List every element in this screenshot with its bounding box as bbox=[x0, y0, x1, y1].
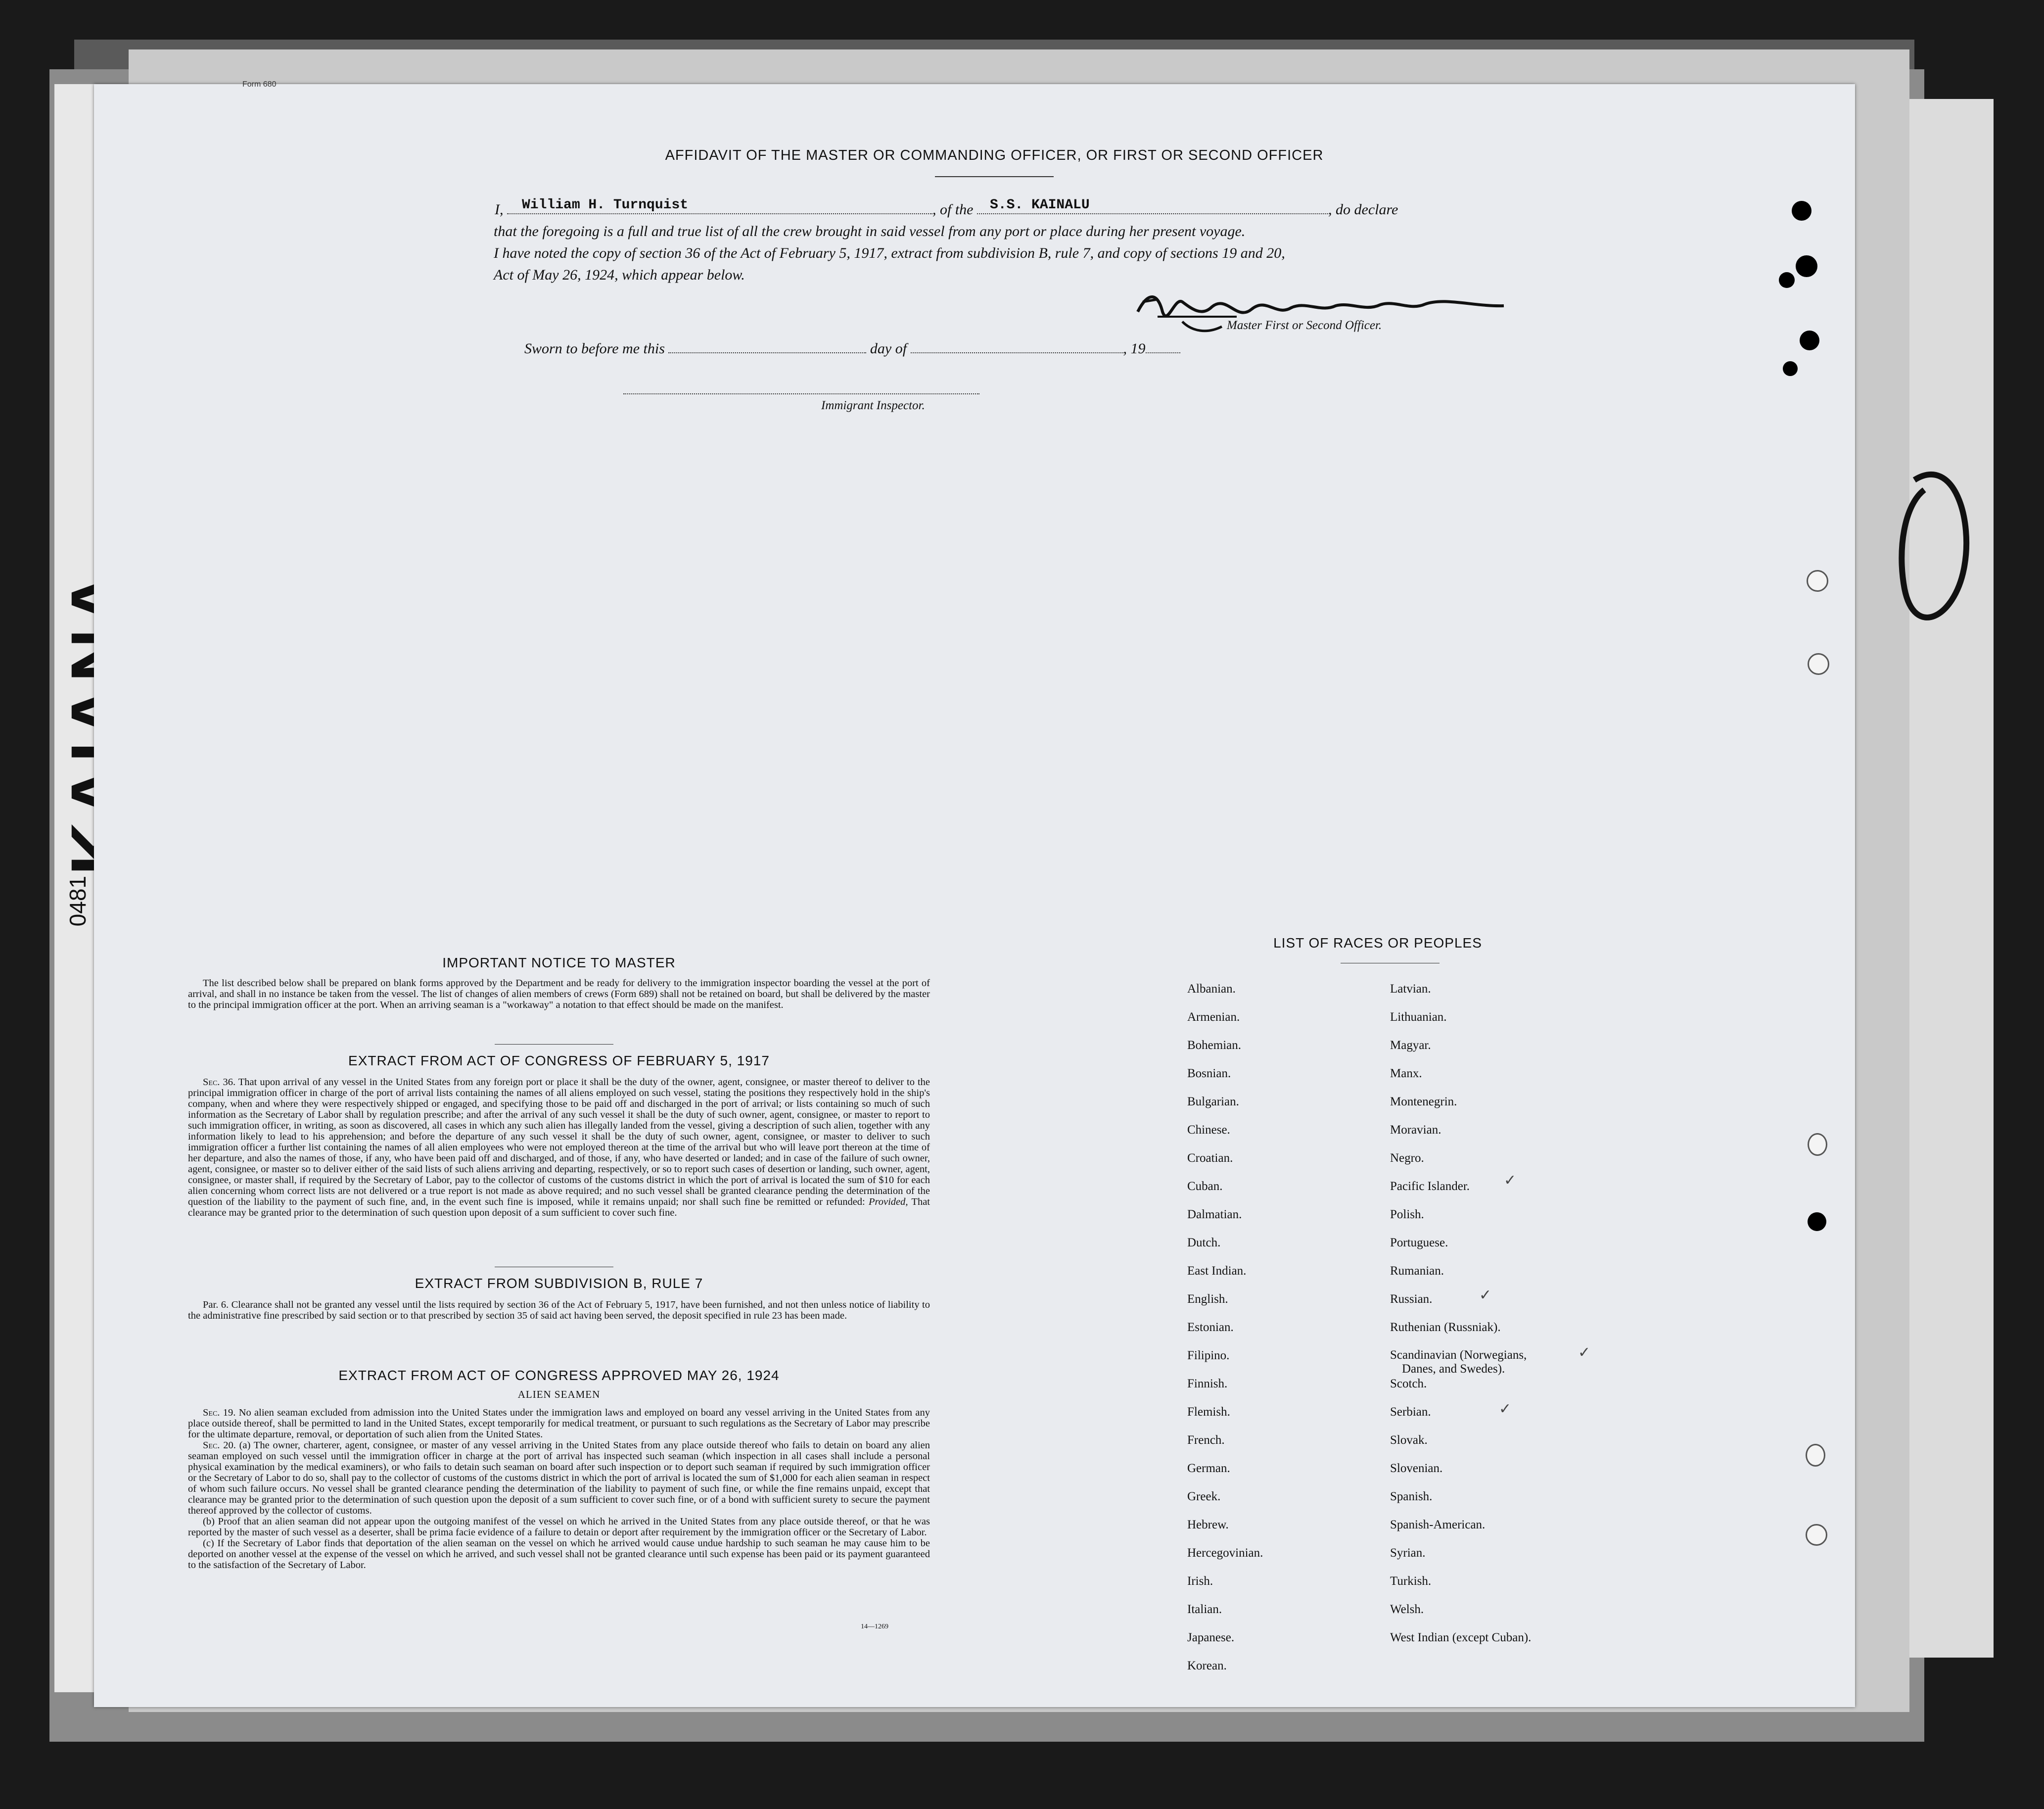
sec20a-text: (a) The owner, charterer, agent, consignee, or master of any vessel arriving in the United States from any place outside thereof who fails to detain on board any alien seaman employed on such vessel until the immigration officer in charge at the port of arrival has inspected such seaman (which inspection in all cases shall include a personal physical examination by the medical examiners), or who fails to detain such seaman on board after such inspection or to deport such seaman if required by such immigration officer or the Secretary of Labor to do so, shall pay to the collector of customs of the customs district in which the port of arrival is located the sum of $1,000 for each alien seaman in respect of whom such failure occurs. No vessel shall be granted clearance pending the determination of the liability to payment of such fine, or while the fine remains unpaid, except that clearance may be granted prior to the determination of such question upon the deposit of a sum sufficient to cover such fine, or of a bond with sufficient surety to secure the payment thereof approved by the collector of customs. bbox=[188, 1440, 930, 1516]
punch-hole bbox=[1779, 272, 1795, 288]
punch-hole bbox=[1783, 361, 1798, 376]
race-item: Magyar. bbox=[1390, 1039, 1431, 1052]
punch-hole bbox=[1796, 255, 1817, 277]
race-item: Irish. bbox=[1187, 1574, 1213, 1588]
sworn-year-label: , 19 bbox=[1123, 340, 1146, 357]
race-item: English. bbox=[1187, 1292, 1228, 1306]
manifest-page bbox=[94, 80, 1855, 1707]
race-item: Filipino. bbox=[1187, 1349, 1230, 1362]
affidavit-line-1 bbox=[495, 199, 1583, 221]
race-item: West Indian (except Cuban). bbox=[1390, 1631, 1532, 1644]
sec36-text-end: That clearance may be granted prior to the determination of such question upon deposit of a sum sufficient to cover such fine. bbox=[188, 1196, 930, 1218]
races-right-column bbox=[1390, 975, 1531, 1652]
race-item: Spanish-American. bbox=[1390, 1518, 1486, 1531]
race-item: Bosnian. bbox=[1187, 1067, 1231, 1080]
races-title: LIST OF RACES OR PEOPLES bbox=[1273, 935, 1482, 951]
sworn-day-label: day of bbox=[870, 340, 907, 357]
pencil-tick: ✓ bbox=[1504, 1172, 1517, 1189]
form-number: Form 680 bbox=[242, 80, 277, 89]
affidavit-line-4: Act of May 26, 1924, which appear below. bbox=[494, 267, 745, 283]
race-item: East Indian. bbox=[1187, 1264, 1247, 1278]
sec20-label: Sec. 20. bbox=[203, 1440, 236, 1451]
sec36-text: That upon arrival of any vessel in the United States from any foreign port or place it shall be the duty of the owner, agent, consignee, or master thereof to deliver to the principal immigration officer in charge of the port of arrival lists containing the names of all aliens employed on such vessel, stating the positions they respectively hold in the ship's company, when and where they were respectively shipped or engaged, and specifying those to be paid off and discharged in the port of arrival; or lists containing so much of such information as the Secretary of Labor shall by regulation prescribe; and after the arrival of any such vessel it shall be the duty of such owner, agent, consignee, or master to report to such immigration officer, in writing, as soon as discovered, all cases in which any such alien has illegally landed from the vessel, giving a description of such alien, together with any information likely to lead to his apprehension; and before the departure of any such vessel it shall be the duty of such owner, agent, consignee, or master to deliver to such immigration officer a further list containing the names of all alien employees who were not employed thereon at the time of the arrival but who will leave port thereon at the time of her departure, and also the names of those, if any, who have been paid off and discharged, and of those, if any, who have deserted or landed; and in case of the failure of such owner, agent, consignee, or master so to deliver either of the said lists of such aliens arriving and departing, respectively, or so to report such cases of desertion or landing, such owner, agent, consignee, or master shall, if required by the Secretary of Labor, pay to the collector of customs of the customs district in which the port of arrival is located the sum of $10 for each alien concerning whom correct lists are not delivered or a true report is not made as above required; and no such vessel shall be granted clearance pending the determination of the question of the liability to the payment of such fine, and, in the event such fine is imposed, while it remains unpaid; nor shall such fine be remitted or refunded: bbox=[188, 1077, 930, 1207]
sworn-day-field bbox=[668, 342, 866, 353]
race-item: Rumanian. bbox=[1390, 1264, 1444, 1278]
rule7-text: Par. 6. Clearance shall not be granted any vessel until the lists required by section 36 of the Act of February 5, 1917, have been furnished, and not then unless notice of liability to the administrative fine prescribed by said section or to that prescribed by section 35 of said act having been served, the deposit specified in rule 23 has been made. bbox=[188, 1299, 930, 1321]
race-item: Finnish. bbox=[1187, 1377, 1228, 1390]
pencil-tick: ✓ bbox=[1479, 1287, 1492, 1303]
race-item: Bohemian. bbox=[1187, 1039, 1242, 1052]
vessel-name: S.S. KAINALU bbox=[990, 197, 1090, 213]
extract-rule7-title: EXTRACT FROM SUBDIVISION B, RULE 7 bbox=[415, 1276, 703, 1291]
race-item: Russian. bbox=[1390, 1292, 1433, 1306]
race-item: Hebrew. bbox=[1187, 1518, 1229, 1531]
extract-1924-body bbox=[188, 1407, 930, 1571]
sec19-label: Sec. 19. bbox=[203, 1407, 236, 1418]
race-item: Ruthenian (Russniak). bbox=[1390, 1321, 1501, 1334]
race-item: Slovenian. bbox=[1390, 1462, 1443, 1475]
inspector-signature-line bbox=[623, 393, 979, 394]
race-item: French. bbox=[1187, 1433, 1225, 1447]
notice-rule bbox=[495, 1044, 613, 1045]
race-item: Scotch. bbox=[1390, 1377, 1427, 1390]
signature-caption: Master First or Second Officer. bbox=[1227, 319, 1382, 332]
race-item-line: Danes, and Swedes). bbox=[1402, 1362, 1505, 1376]
punch-hole bbox=[1806, 1444, 1825, 1467]
sworn-month-field bbox=[911, 342, 1123, 353]
affidavit-title: AFFIDAVIT OF THE MASTER OR COMMANDING OFFICER, OR FIRST OR SECOND OFFICER bbox=[665, 147, 1324, 163]
race-item: Estonian. bbox=[1187, 1321, 1234, 1334]
extract-1917-body bbox=[188, 1077, 930, 1218]
punch-hole bbox=[1808, 1133, 1827, 1156]
sec19-text: No alien seaman excluded from admission into the United States under the immigration laws and employed on board any vessel arriving in the United States from any place outside thereof, shall be permitted to land in the United States, except temporarily for medical treatment, or pursuant to such regulations as the Secretary of Labor may prescribe for the ultimate departure, removal, or deportation of such alien from the United States. bbox=[188, 1407, 930, 1440]
sec19-paragraph bbox=[188, 1407, 930, 1440]
pencil-tick: ✓ bbox=[1499, 1401, 1512, 1417]
race-item: German. bbox=[1187, 1462, 1230, 1475]
race-item: Negro. bbox=[1390, 1151, 1424, 1165]
extract-1917-paragraph bbox=[188, 1077, 930, 1218]
affidavit-line-3: I have noted the copy of section 36 of the Act of February 5, 1917, extract from subdivision B, rule 7, and copy of sections 19 and 20, bbox=[494, 245, 1285, 261]
officer-name-field bbox=[507, 197, 932, 214]
extract-rule7-body bbox=[188, 1299, 930, 1321]
sec20b-text: (b) Proof that an alien seaman did not appear upon the outgoing manifest of the vessel on which he arrived in the United States from any place outside thereof, or that he was reported by the master of such vessel as a deserter, shall be prima facie evidence of a failure to detain or deport after requirement by the immigration officer or the Secretary of Labor. bbox=[188, 1516, 930, 1538]
inspector-caption: Immigrant Inspector. bbox=[821, 399, 925, 412]
races-left-column bbox=[1187, 975, 1263, 1680]
sec36-provided: Provided, bbox=[869, 1196, 908, 1207]
race-item: Lithuanian. bbox=[1390, 1010, 1447, 1024]
race-item: Hercegovinian. bbox=[1187, 1546, 1263, 1560]
punch-hole bbox=[1808, 1212, 1826, 1231]
race-item: Montenegrin. bbox=[1390, 1095, 1457, 1108]
vessel-name-field bbox=[977, 197, 1328, 214]
sec20c-text: (c) If the Secretary of Labor finds that deportation of the alien seaman on the vessel on which he arrived would cause undue hardship to such seaman he may cause him to be deported on another vessel at the expense of the vessel on which he arrived, and such vessel shall not be granted clearance until such expense has been paid or its payment guaranteed to the satisfaction of the Secretary of Labor. bbox=[188, 1538, 930, 1571]
notice-body bbox=[188, 978, 930, 1010]
race-item: Syrian. bbox=[1390, 1546, 1426, 1560]
punch-hole bbox=[1806, 1524, 1827, 1546]
sworn-prefix: Sworn to before me this bbox=[524, 340, 665, 357]
extract-1924-subtitle: ALIEN SEAMEN bbox=[517, 1388, 601, 1400]
affidavit-prefix: I, bbox=[495, 201, 504, 218]
race-item: Turkish. bbox=[1390, 1574, 1432, 1588]
race-item: Japanese. bbox=[1187, 1631, 1235, 1644]
race-item: Italian. bbox=[1187, 1603, 1222, 1616]
race-item: Albanian. bbox=[1187, 982, 1236, 996]
race-item: Polish. bbox=[1390, 1208, 1424, 1221]
side-number: 0481 bbox=[65, 876, 91, 927]
race-item: Spanish. bbox=[1390, 1490, 1433, 1503]
race-item: Croatian. bbox=[1187, 1151, 1233, 1165]
sworn-line bbox=[524, 340, 1180, 357]
race-item: Chinese. bbox=[1187, 1123, 1230, 1137]
race-item: Slovak. bbox=[1390, 1433, 1428, 1447]
race-item: Dutch. bbox=[1187, 1236, 1221, 1249]
extract-1924-title: EXTRACT FROM ACT OF CONGRESS APPROVED MAY 26, 1924 bbox=[338, 1368, 780, 1383]
affidavit-line-2: that the foregoing is a full and true list of all the crew brought in said vessel from any port or place during her present voyage. bbox=[494, 223, 1246, 239]
sec36-label: Sec. 36. bbox=[203, 1077, 236, 1088]
race-item: Latvian. bbox=[1390, 982, 1431, 996]
pencil-tick: ✓ bbox=[1578, 1344, 1591, 1361]
sec20a-paragraph bbox=[188, 1440, 930, 1516]
punch-hole bbox=[1792, 201, 1812, 221]
race-item: Moravian. bbox=[1390, 1123, 1441, 1137]
pen-mark-circle bbox=[1895, 460, 1974, 638]
race-item: Welsh. bbox=[1390, 1603, 1424, 1616]
race-item-line: Scandinavian (Norwegians, bbox=[1390, 1348, 1527, 1362]
race-item: Korean. bbox=[1187, 1659, 1227, 1672]
race-item: Cuban. bbox=[1187, 1180, 1223, 1193]
title-rule bbox=[935, 176, 1054, 177]
race-item: Greek. bbox=[1187, 1490, 1221, 1503]
race-item: Serbian. bbox=[1390, 1405, 1431, 1419]
affidavit-of-the: , of the bbox=[932, 201, 974, 218]
race-item: Pacific Islander. bbox=[1390, 1180, 1470, 1193]
punch-hole bbox=[1808, 653, 1829, 675]
race-item: Armenian. bbox=[1187, 1010, 1240, 1024]
race-item: Dalmatian. bbox=[1187, 1208, 1242, 1221]
race-item: Flemish. bbox=[1187, 1405, 1230, 1419]
notice-text: The list described below shall be prepared on blank forms approved by the Department and be ready for delivery to the immigration inspector boarding the vessel at the port of arrival, and shall in no instance be taken from the vessel. The list of changes of alien members of crews (Form 689) shall not be retained on board, but shall be delivered by the master to the principal immigration officer at the port. When an arriving seaman is a "workaway" a notation to that effect should be made on the manifest. bbox=[188, 978, 930, 1010]
sworn-year-field bbox=[1146, 342, 1180, 353]
race-item: Manx. bbox=[1390, 1067, 1422, 1080]
notice-title: IMPORTANT NOTICE TO MASTER bbox=[442, 955, 676, 970]
extract-1917-title: EXTRACT FROM ACT OF CONGRESS OF FEBRUARY 5, 1917 bbox=[348, 1053, 770, 1068]
form-code: 14—1269 bbox=[861, 1623, 888, 1630]
race-item: Bulgarian. bbox=[1187, 1095, 1239, 1108]
punch-hole bbox=[1800, 331, 1819, 350]
affidavit-do-declare: , do declare bbox=[1328, 201, 1398, 218]
officer-name: William H. Turnquist bbox=[522, 197, 689, 213]
race-item: Portuguese. bbox=[1390, 1236, 1448, 1249]
punch-hole bbox=[1807, 570, 1828, 592]
